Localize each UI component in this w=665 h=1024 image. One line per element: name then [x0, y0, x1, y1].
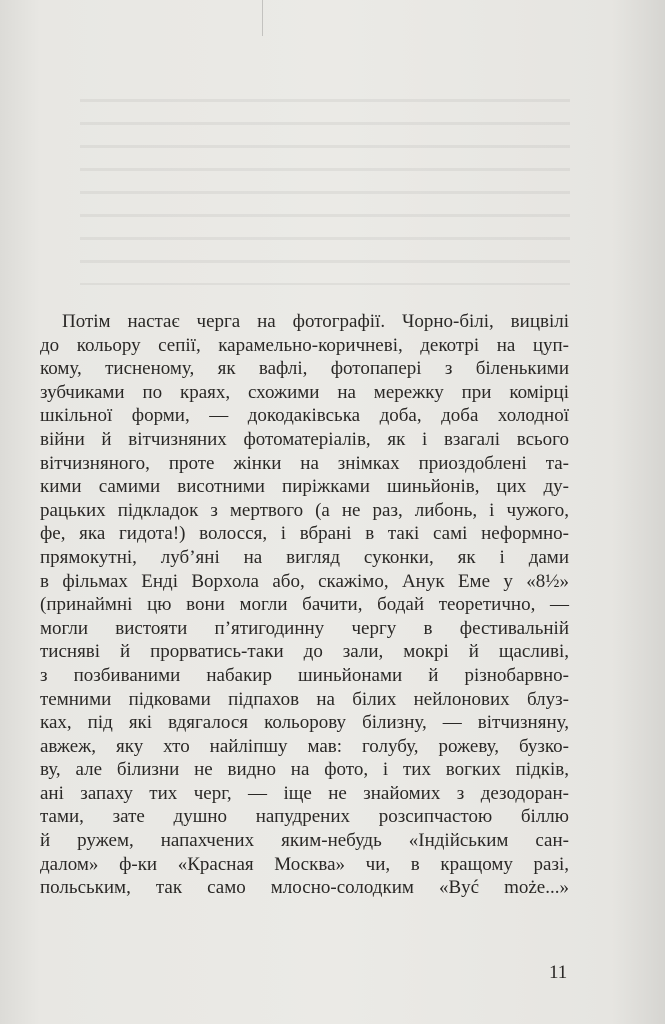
text-line: війни й вітчизняних фотоматеріалів, як і взагалі всього [40, 428, 569, 450]
text-line: зубчиками по краях, схожими на мережку при комірці [40, 381, 569, 403]
text-line: ву, але білизни не видно на фото, і тих вогких підків, [40, 759, 569, 781]
text-line: шкільної форми, — докодаківська доба, доба холодної [40, 405, 569, 427]
text-line: могли вистояти п’ятигодинну чергу в фестивальній [40, 617, 569, 639]
text-line: прямокутні, луб’яні на вигляд суконки, як і дами [40, 546, 569, 568]
body-paragraph [40, 310, 569, 900]
text-line: рацьких підкладок з мертвого (а не раз, либонь, і чужого, [40, 499, 569, 521]
paper-crease [262, 0, 263, 36]
text-line: в фільмах Енді Ворхола або, скажімо, Анук Еме у «8½» [40, 570, 569, 592]
text-line: ані запаху тих черг, — іще не знайомих з дезодоран- [40, 782, 569, 804]
text-line: ках, під які вдягалося кольорову білизну, — вітчизняну, [40, 712, 569, 734]
text-line: з позбиваними набакир шиньйонами й різнобарвно- [40, 664, 569, 686]
text-line: до кольору сепії, карамельно-коричневі, декотрі на цуп- [40, 334, 569, 356]
bleed-through-text [80, 85, 570, 285]
text-line: авжеж, яку хто найліпшу мав: голубу, рожеву, бузко- [40, 735, 569, 757]
page-number: 11 [549, 962, 568, 983]
text-line: темними підковами підпахов на білих нейлонових блуз- [40, 688, 569, 710]
text-line: тами, зате душно напудрених розсипчастою біллю [40, 806, 569, 828]
text-line: Потім настає черга на фотографії. Чорно-білі, вицвілі [62, 311, 569, 332]
text-line: кому, тисненому, як вафлі, фотопапері з біленькими [40, 358, 569, 380]
text-line: фе, яка гидота!) волосся, і вбрані в такі самі неформно- [40, 523, 569, 545]
text-line: (принаймні цю вони могли бачити, бодай теоретично, — [40, 594, 569, 616]
text-line: вітчизняного, проте жінки на знімках приоздоблені та- [40, 452, 569, 474]
text-line: тисняві й прорватись-таки до зали, мокрі й щасливі, [40, 641, 569, 663]
text-line: польським, так само млосно-солодким «Być może...» [40, 877, 569, 899]
text-line: кими самими висотними пиріжками шиньйонів, цих ду- [40, 476, 569, 498]
text-line: далом» ф-ки «Красная Москва» чи, в кращому разі, [40, 853, 569, 875]
text-line: й ружем, напахчених яким-небудь «Індійським сан- [40, 830, 569, 852]
